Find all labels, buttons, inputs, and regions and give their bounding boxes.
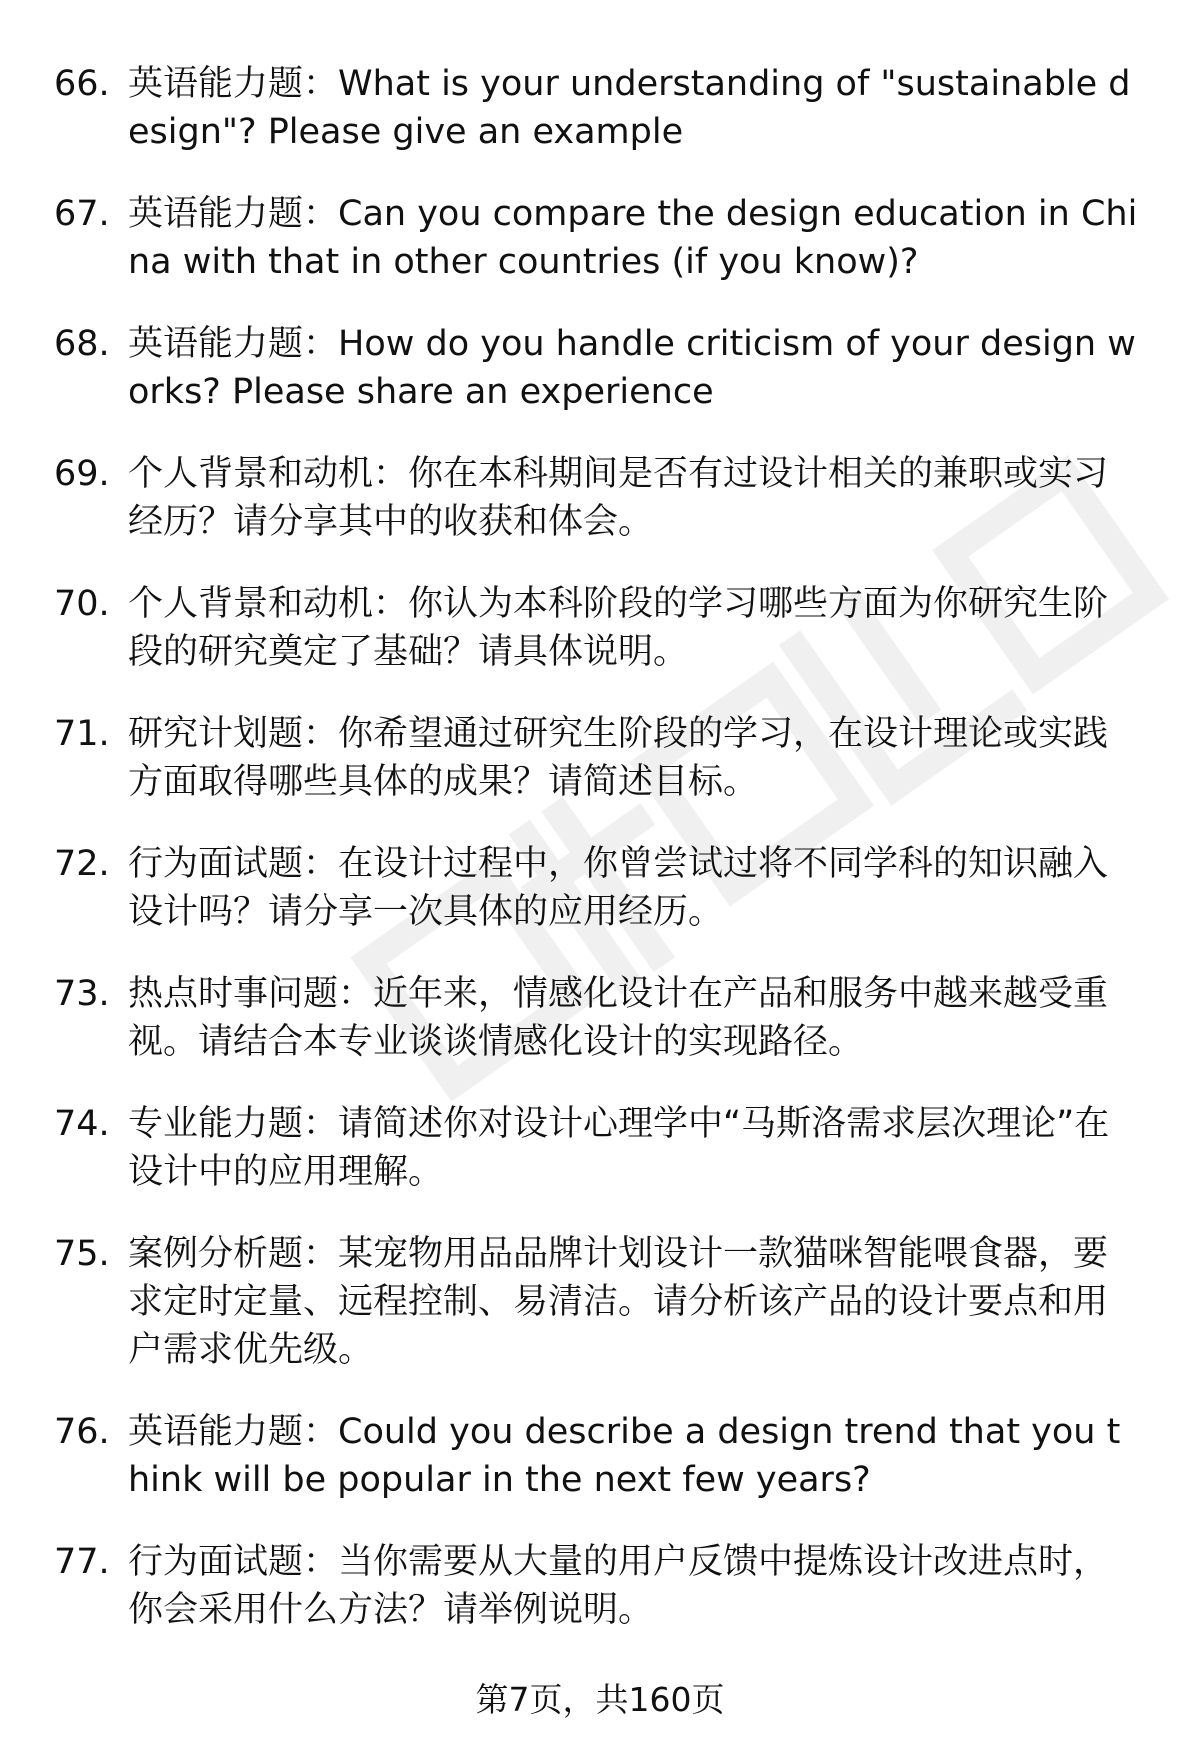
question-text: 热点时事问题：近年来，情感化设计在产品和服务中越来越受重视。请结合本专业谈谈情感化设计的实现路径。 [128, 974, 1109, 1062]
question-text: 行为面试题：在设计过程中，你曾尝试过将不同学科的知识融入设计吗？请分享一次具体的应用经历。 [128, 844, 1109, 932]
list-item [54, 970, 1154, 1066]
list-item [54, 580, 1154, 676]
question-number: 74. [54, 1104, 110, 1144]
question-text: 专业能力题：请简述你对设计心理学中“马斯洛需求层次理论”在设计中的应用理解。 [128, 1104, 1110, 1192]
question-number: 70. [54, 584, 110, 624]
question-list [54, 60, 1154, 1668]
question-text: 个人背景和动机：你认为本科阶段的学习哪些方面为你研究生阶段的研究奠定了基础？请具体说明。 [128, 584, 1109, 672]
list-item [54, 710, 1154, 806]
question-text: 个人背景和动机：你在本科期间是否有过设计相关的兼职或实习经历？请分享其中的收获和体会。 [128, 454, 1109, 542]
question-text: 研究计划题：你希望通过研究生阶段的学习，在设计理论或实践方面取得哪些具体的成果？请简述目标。 [128, 714, 1109, 802]
list-item [54, 1100, 1154, 1196]
question-number: 67. [54, 194, 110, 234]
list-item [54, 190, 1154, 286]
question-number: 76. [54, 1412, 110, 1452]
list-item [54, 1230, 1154, 1374]
question-number: 68. [54, 324, 110, 364]
question-number: 69. [54, 454, 110, 494]
list-item [54, 1408, 1154, 1504]
question-number: 71. [54, 714, 110, 754]
question-number: 75. [54, 1234, 110, 1274]
list-item [54, 320, 1154, 416]
question-text: 英语能力题：How do you handle criticism of your design works? Please share an experience [128, 324, 1136, 412]
list-item [54, 1538, 1154, 1634]
page-number-label: 第7页，共160页 [475, 1680, 725, 1719]
page-footer [0, 1678, 1200, 1722]
question-text: 案例分析题：某宠物用品品牌计划设计一款猫咪智能喂食器，要求定时定量、远程控制、易清洁。请分析该产品的设计要点和用户需求优先级。 [128, 1234, 1109, 1370]
question-text: 英语能力题：Could you describe a design trend that you think will be popular in the next few years? [128, 1412, 1121, 1500]
list-item [54, 60, 1154, 156]
question-number: 72. [54, 844, 110, 884]
question-text: 行为面试题：当你需要从大量的用户反馈中提炼设计改进点时，你会采用什么方法？请举例说明。 [128, 1542, 1109, 1630]
question-number: 77. [54, 1542, 110, 1582]
question-text: 英语能力题：What is your understanding of "sustainable design"? Please give an example [128, 64, 1131, 152]
list-item [54, 840, 1154, 936]
question-text: 英语能力题：Can you compare the design education in China with that in other countries (if you know)? [128, 194, 1138, 282]
list-item [54, 450, 1154, 546]
question-number: 73. [54, 974, 110, 1014]
question-number: 66. [54, 64, 110, 104]
